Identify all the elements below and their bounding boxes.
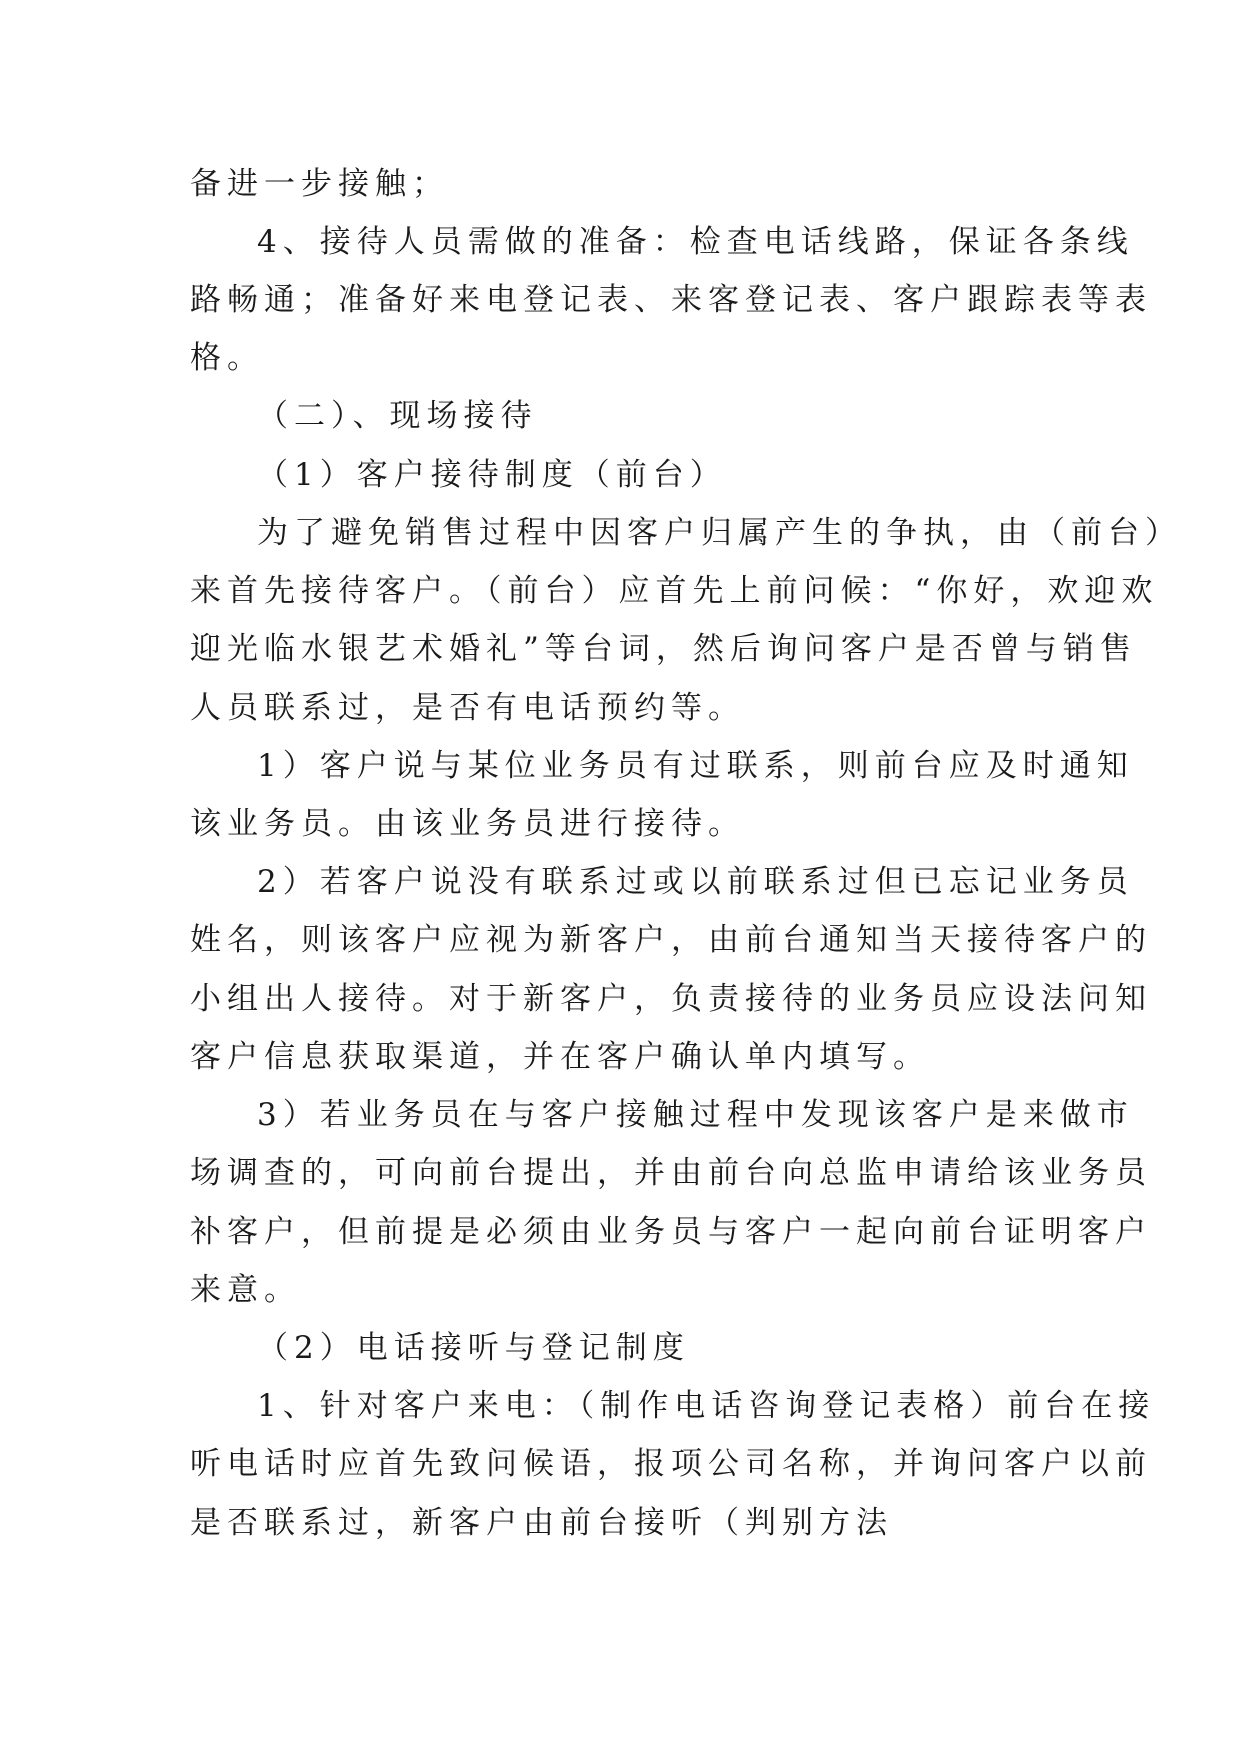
text-line: 小组出人接待。对于新客户，负责接待的业务员应设法问知 bbox=[190, 981, 1152, 1017]
text-line: 该业务员。由该业务员进行接待。 bbox=[190, 806, 745, 842]
text-line: 补客户，但前提是必须由业务员与客户一起向前台证明客户 bbox=[190, 1214, 1152, 1250]
text-line: 听电话时应首先致问候语，报项公司名称，并询问客户以前 bbox=[190, 1446, 1152, 1482]
subsection-heading: （1）客户接待制度（前台） bbox=[257, 457, 727, 493]
text-line: 格。 bbox=[190, 340, 264, 376]
text-line: 2）若客户说没有联系过或以前联系过但已忘记业务员 bbox=[257, 864, 1134, 900]
text-line: 路畅通；准备好来电登记表、来客登记表、客户跟踪表等表 bbox=[190, 282, 1152, 318]
text-line: 备进一步接触； bbox=[190, 166, 449, 202]
text-line: 3）若业务员在与客户接触过程中发现该客户是来做市 bbox=[257, 1097, 1134, 1133]
text-line: 迎光临水银艺术婚礼”等台词，然后询问客户是否曾与销售 bbox=[190, 631, 1137, 667]
text-line: 1、针对客户来电：（制作电话咨询登记表格）前台在接 bbox=[257, 1388, 1156, 1424]
text-line: 1）客户说与某位业务员有过联系，则前台应及时通知 bbox=[257, 748, 1134, 784]
text-line: 人员联系过，是否有电话预约等。 bbox=[190, 690, 745, 726]
text-line: 客户信息获取渠道，并在客户确认单内填写。 bbox=[190, 1039, 930, 1075]
text-line: 来意。 bbox=[190, 1272, 301, 1308]
section-heading: （二）、现场接待 bbox=[257, 398, 538, 434]
text-line: 场调查的，可向前台提出，并由前台向总监申请给该业务员 bbox=[190, 1155, 1152, 1191]
text-line: 来首先接待客户。（前台）应首先上前问候：“你好，欢迎欢 bbox=[190, 573, 1159, 609]
subsection-heading: （2）电话接听与登记制度 bbox=[257, 1330, 690, 1366]
text-line: 4、接待人员需做的准备：检查电话线路，保证各条线 bbox=[257, 224, 1134, 260]
text-line: 姓名，则该客户应视为新客户，由前台通知当天接待客户的 bbox=[190, 922, 1152, 958]
text-line: 是否联系过，新客户由前台接听（判别方法 bbox=[190, 1505, 893, 1541]
text-line: 为了避免销售过程中因客户归属产生的争执，由（前台） bbox=[257, 515, 1182, 551]
